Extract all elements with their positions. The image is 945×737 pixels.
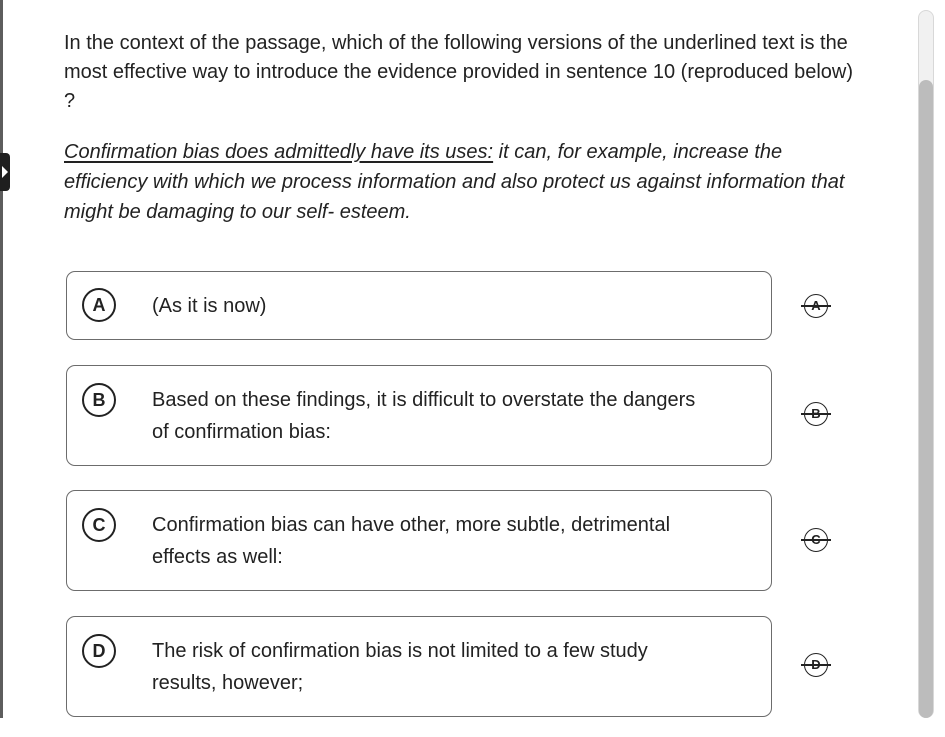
strike-line — [801, 664, 831, 666]
option-text-d: The risk of confirmation bias is not limited to a few study results, however; — [152, 640, 648, 694]
option-text-c: Confirmation bias can have other, more subtle, detrimental effects as well: — [152, 514, 671, 568]
answer-option-b[interactable] — [66, 365, 772, 466]
left-panel-divider — [0, 0, 3, 718]
option-text-b: Based on these findings, it is difficult to overstate the dangers of confirmation bias: — [152, 389, 696, 443]
answer-option-a[interactable] — [66, 271, 772, 340]
answer-option-d[interactable] — [66, 616, 772, 717]
strike-line — [801, 305, 831, 307]
option-letter-a: A — [82, 288, 116, 322]
option-letter-d: D — [82, 634, 116, 668]
strike-line — [801, 413, 831, 415]
underlined-text: Confirmation bias does admittedly have its uses: — [64, 141, 494, 163]
answer-option-c[interactable] — [66, 490, 772, 591]
eliminate-a-button[interactable] — [801, 291, 831, 321]
eliminate-b-button[interactable] — [801, 399, 831, 429]
scrollbar-thumb[interactable] — [919, 80, 933, 718]
eliminate-c-button[interactable] — [801, 525, 831, 555]
passage-excerpt — [64, 137, 864, 227]
strike-line — [801, 539, 831, 541]
option-letter-b: B — [82, 383, 116, 417]
option-letter-c: C — [82, 508, 116, 542]
eliminate-d-button[interactable] — [801, 650, 831, 680]
passage-rest: it can, for example, increase the efficiency with which we process information and also protect us against information that might be damaging to our self- esteem. — [64, 141, 845, 223]
question-text: In the context of the passage, which of the following versions of the underlined text is the most effective way to introduce the evidence provided in sentence 10 (reproduced below) ? — [64, 32, 853, 112]
expand-panel-toggle[interactable] — [0, 153, 10, 191]
option-text-a: (As it is now) — [152, 295, 267, 317]
